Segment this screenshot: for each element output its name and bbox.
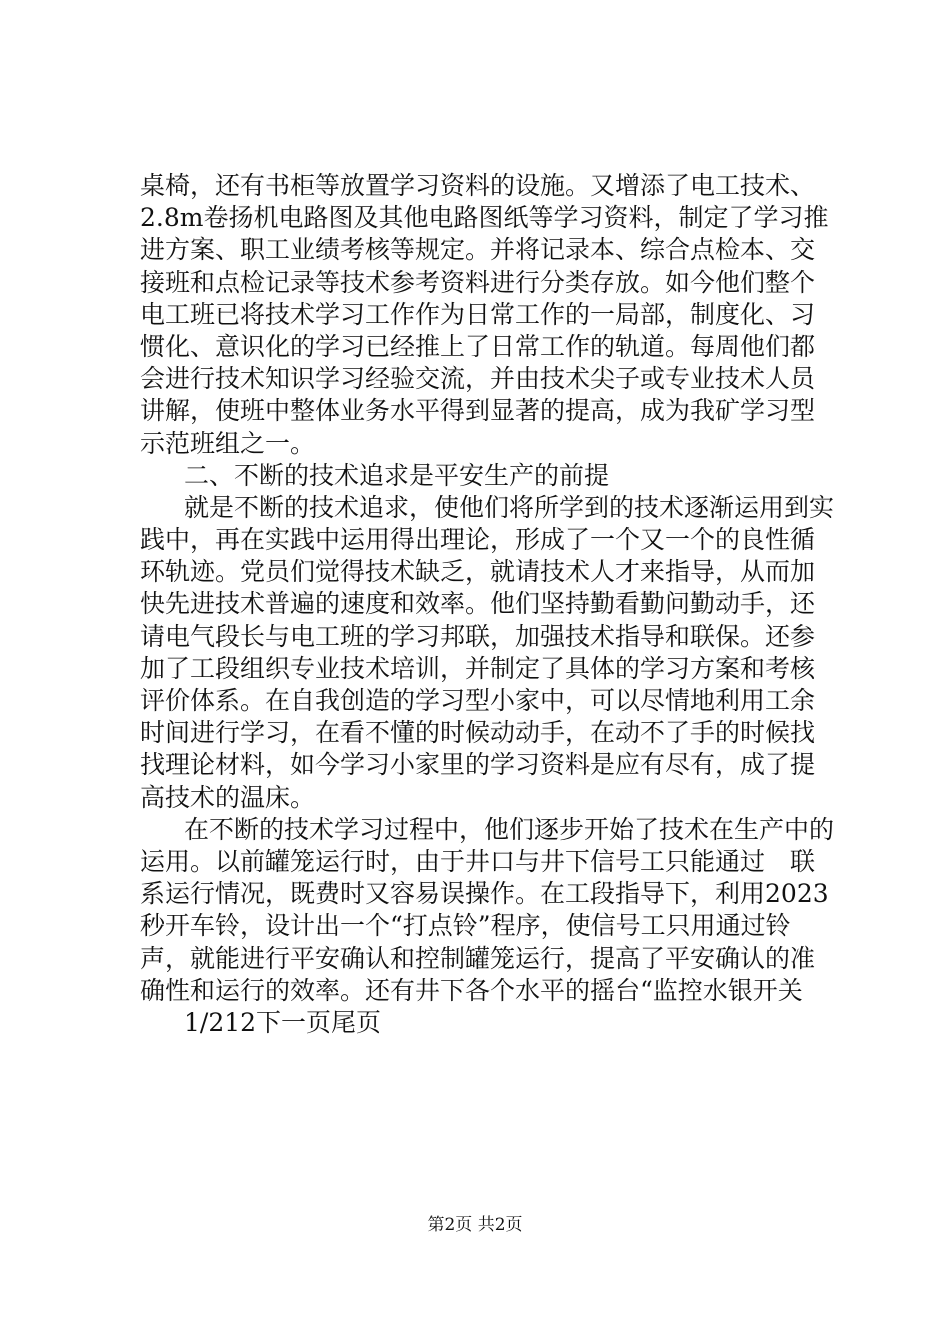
pagination-text: 1/212下一页尾页 — [184, 1007, 382, 1037]
text-line: 运用。以前罐笼运行时，由于井口与井下信号工只能通过 联 — [140, 846, 816, 876]
text-line: 环轨迹。党员们觉得技术缺乏，就请技术人才来指导，从而加 — [140, 557, 816, 587]
text-line: 桌椅，还有书柜等放置学习资料的设施。又增添了电工技术、 — [140, 171, 816, 200]
text-line: 示范班组之一。 — [140, 428, 316, 458]
text-line: 声，就能进行平安确认和控制罐笼运行，提高了平安确认的准 — [140, 943, 816, 973]
text-line: 确性和运行的效率。还有井下各个水平的摇台“监控水银开关 — [140, 975, 803, 1005]
text-line: 秒开车铃，设计出一个“打点铃”程序，使信号工只用通过铃 — [140, 911, 791, 941]
text-line: 讲解，使班中整体业务水平得到显著的提高，成为我矿学习型 — [140, 396, 816, 426]
page-footer: 第2页 共2页 — [427, 1215, 523, 1235]
text-line: 电工班已将技术学习工作作为日常工作的一局部，制度化、习 — [140, 299, 816, 329]
text-line: 在不断的技术学习过程中，他们逐步开始了技术在生产中的 — [184, 814, 835, 844]
text-line: 快先进技术普遍的速度和效率。他们坚持勤看勤问勤动手，还 — [140, 589, 816, 619]
text-line: 践中，再在实践中运用得出理论，形成了一个又一个的良性循 — [140, 525, 816, 555]
section-heading: 二、不断的技术追求是平安生产的前提 — [184, 460, 610, 490]
text-line: 高技术的温床。 — [140, 782, 316, 812]
text-line: 请电气段长与电工班的学习邦联，加强技术指导和联保。还参 — [140, 621, 816, 651]
text-line: 2.8m卷扬机电路图及其他电路图纸等学习资料，制定了学习推 — [140, 203, 829, 233]
text-line: 加了工段组织专业技术培训，并制定了具体的学习方案和考核 — [140, 653, 816, 683]
document-body — [140, 170, 840, 1039]
text-line: 就是不断的技术追求，使他们将所学到的技术逐渐运用到实 — [184, 492, 835, 522]
text-line: 时间进行学习，在看不懂的时候动动手，在动不了手的时候找 — [140, 718, 816, 748]
text-line: 会进行技术知识学习经验交流，并由技术尖子或专业技术人员 — [140, 364, 816, 394]
text-line: 接班和点检记录等技术参考资料进行分类存放。如今他们整个 — [140, 267, 816, 297]
text-line: 惯化、意识化的学习已经推上了日常工作的轨道。每周他们都 — [140, 331, 816, 361]
text-line: 系运行情况，既费时又容易误操作。在工段指导下，利用2023 — [140, 879, 829, 909]
text-line: 找理论材料，如今学习小家里的学习资料是应有尽有，成了提 — [140, 750, 816, 780]
text-line: 进方案、职工业绩考核等规定。并将记录本、综合点检本、交 — [140, 235, 816, 265]
text-line: 评价体系。在自我创造的学习型小家中，可以尽情地利用工余 — [140, 686, 816, 715]
